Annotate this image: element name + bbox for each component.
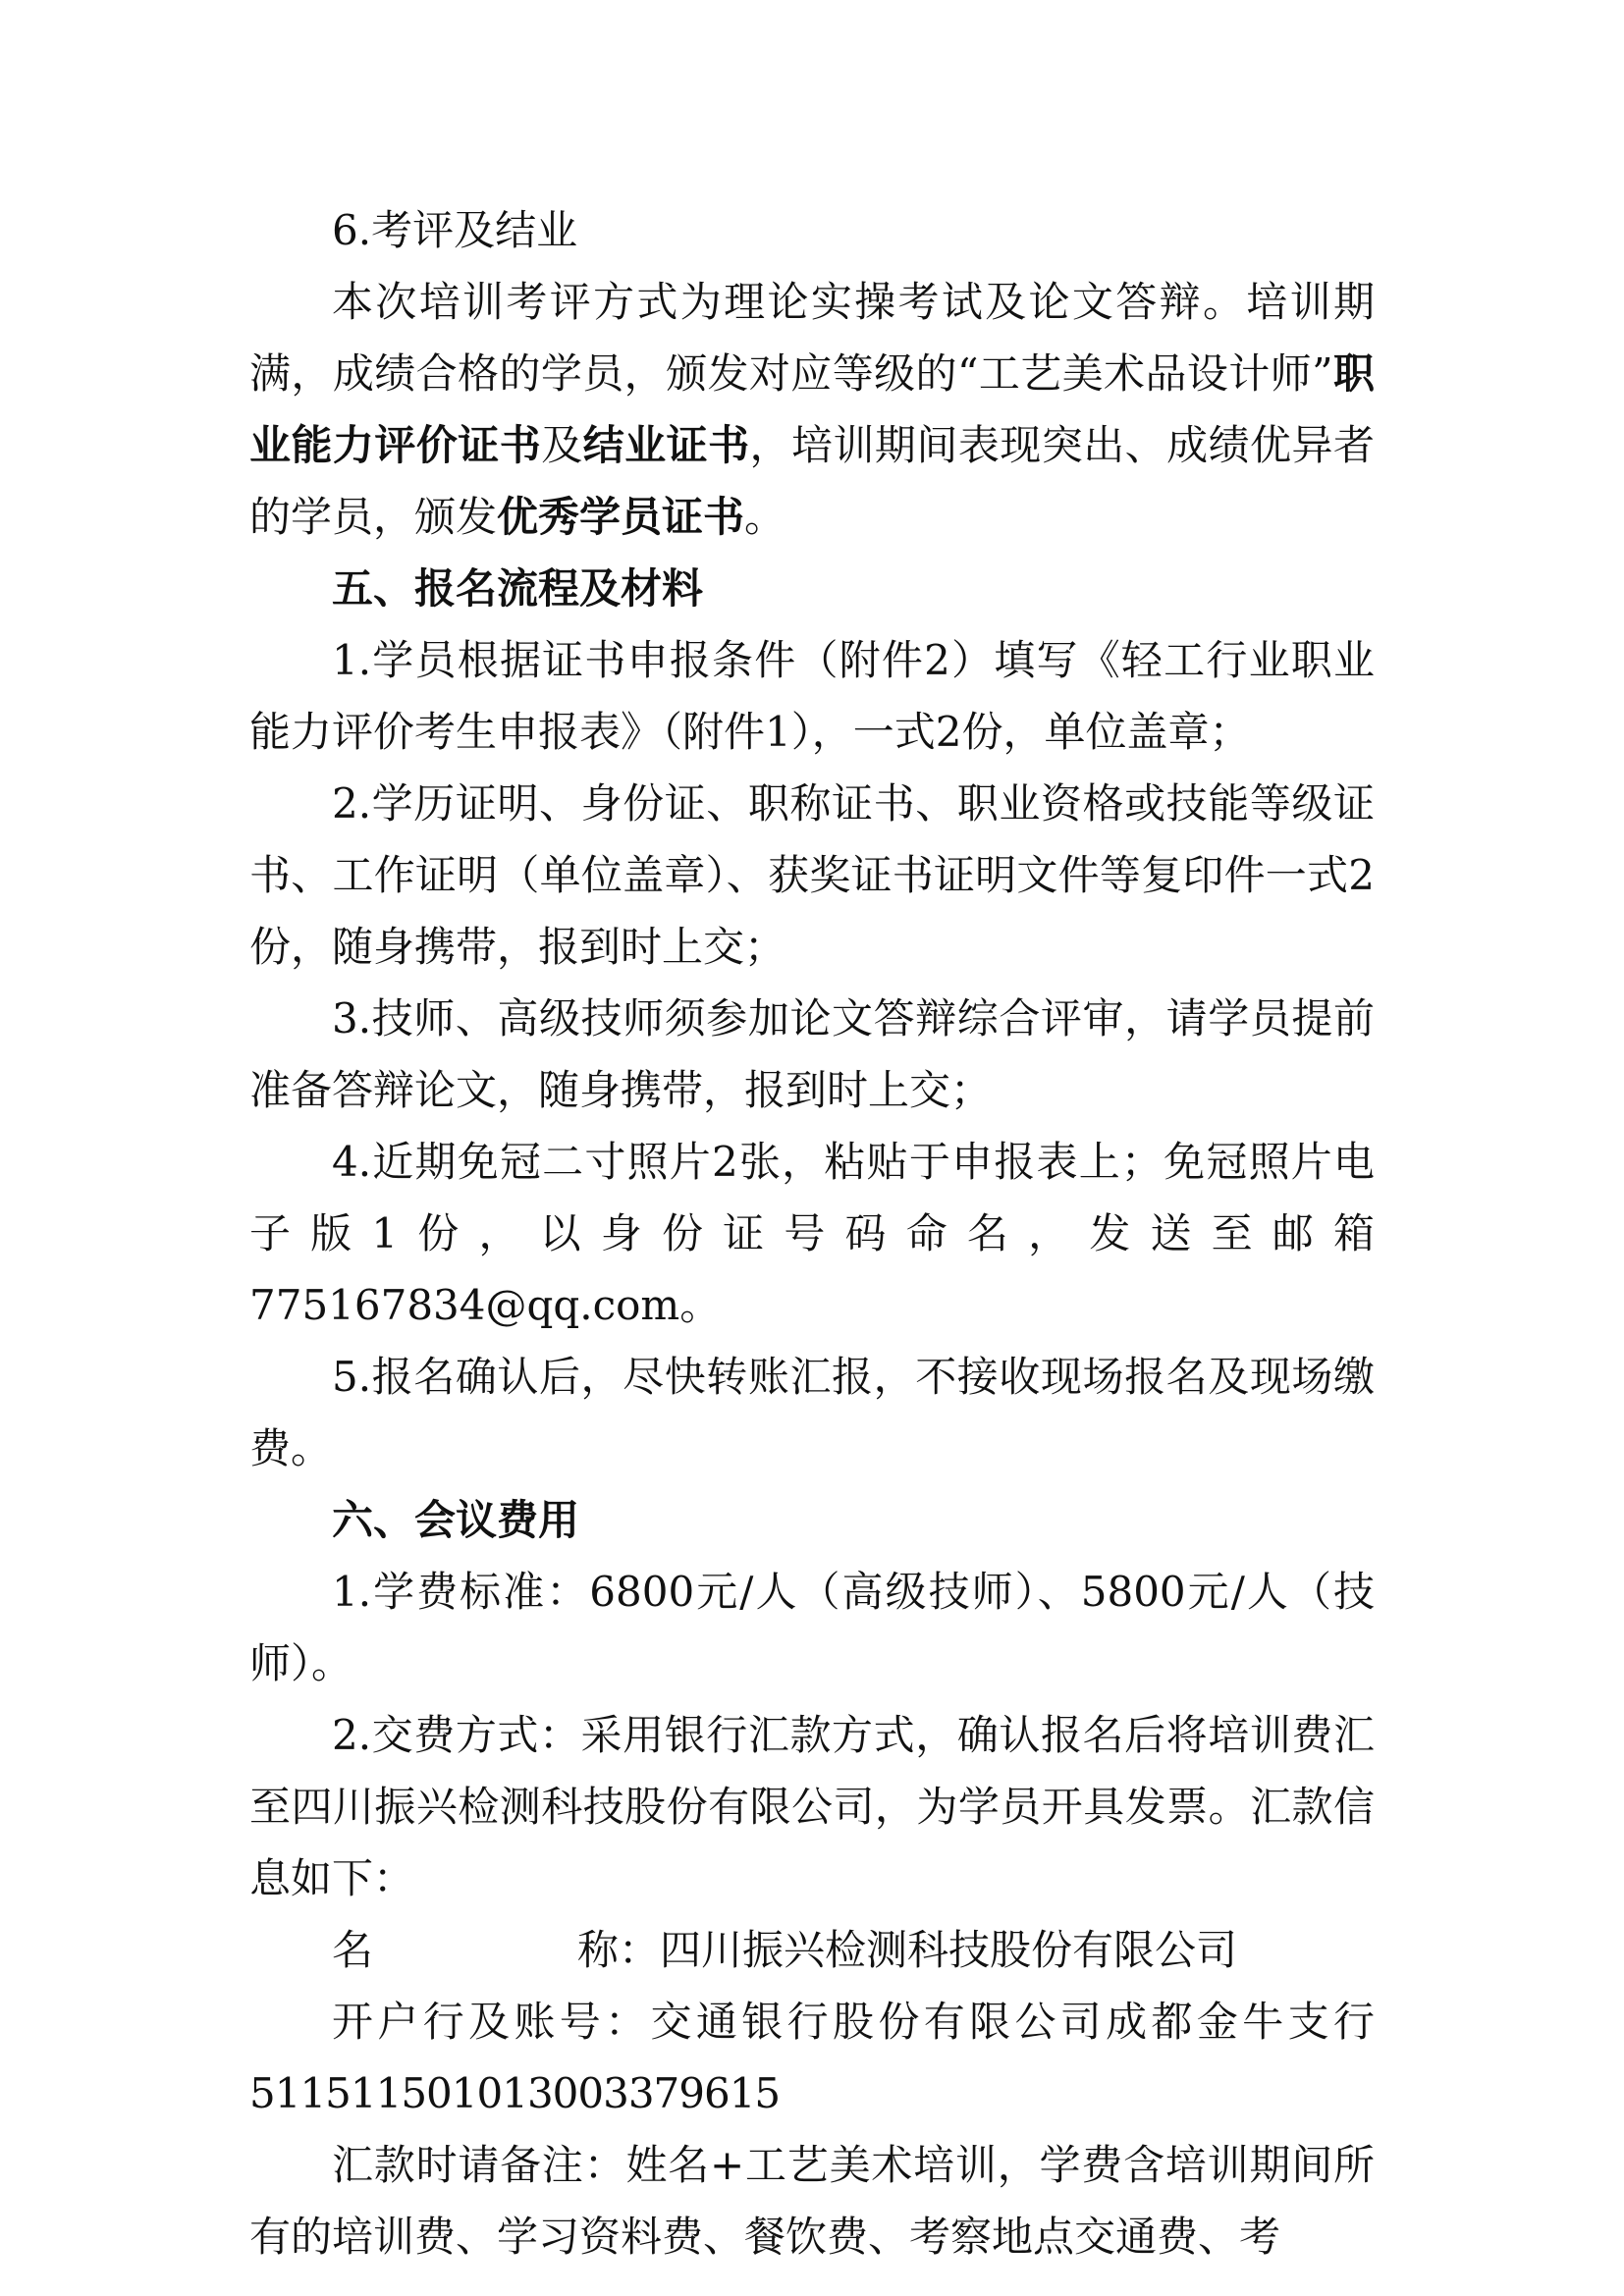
assessment-text-a: 本次培训考评方式为理论实操考试及论文答辩。培训期满，成绩合格的学员，颁发对应等级的“工艺美术品设计师”: [249, 278, 1375, 398]
conjunction: 及: [541, 421, 583, 469]
fee-item-1: 1.学费标准：6800元/人（高级技师）、5800元/人（技师）。: [249, 1568, 1375, 1687]
account-number: 511511501013003379615: [249, 2069, 781, 2117]
section-6-title: 6.考评及结业: [332, 206, 578, 254]
section-5-heading: 五、报名流程及材料: [332, 564, 704, 613]
document-page: [249, 194, 1375, 2272]
fee-item-2: 2.交费方式：采用银行汇款方式，确认报名后将培训费汇至四川振兴检测科技股份有限公司，为学员开具发票。汇款信息如下：: [249, 1711, 1375, 1902]
cert-completion: 结业证书: [582, 421, 750, 469]
section-6-fee-heading: 六、会议费用: [332, 1496, 580, 1544]
cert-vocational: 职业能力评价证书: [249, 349, 1375, 469]
registration-email: 775167834@qq.com。: [249, 1281, 722, 1329]
bank-value: 交通银行股份有限公司成都金牛支行: [650, 1998, 1375, 2046]
bank-label: 开户行及账号：: [332, 1998, 651, 2046]
account-name-label-2: 称：: [577, 1926, 661, 1974]
registration-item-4: 4.近期免冠二寸照片2张，粘贴于申报表上；免冠照片电子版1份，以身份证号码命名，发送至邮箱: [249, 1138, 1375, 1257]
registration-item-3: 3.技师、高级技师须参加论文答辩综合评审，请学员提前准备答辩论文，随身携带，报到时上交；: [249, 994, 1375, 1114]
bank-row: [249, 1986, 1375, 2057]
remittance-note: 汇款时请备注：姓名+工艺美术培训，学费含培训期间所有的培训费、学习资料费、餐饮费、考察地点交通费、考: [249, 2141, 1375, 2261]
account-name-row: [249, 1914, 1375, 1986]
cert-excellent: 优秀学员证书: [497, 493, 745, 541]
assessment-paragraph: [249, 266, 1375, 553]
assessment-text-b: ，培训期间表现突出、成绩优异者的学员，颁发: [249, 421, 1375, 541]
assessment-end: 。: [744, 493, 786, 541]
account-name-label-1: 名: [332, 1926, 374, 1974]
registration-item-2: 2.学历证明、身份证、职称证书、职业资格或技能等级证书、工作证明（单位盖章）、获奖证书证明文件等复印件一式2份，随身携带，报到时上交；: [249, 779, 1375, 971]
registration-item-5: 5.报名确认后，尽快转账汇报，不接收现场报名及现场缴费。: [249, 1353, 1375, 1472]
registration-item-1: 1.学员根据证书申报条件（附件2）填写《轻工行业职业能力评价考生申报表》（附件1），一式2份，单位盖章；: [249, 636, 1375, 756]
account-name-value: 四川振兴检测科技股份有限公司: [660, 1926, 1238, 1974]
